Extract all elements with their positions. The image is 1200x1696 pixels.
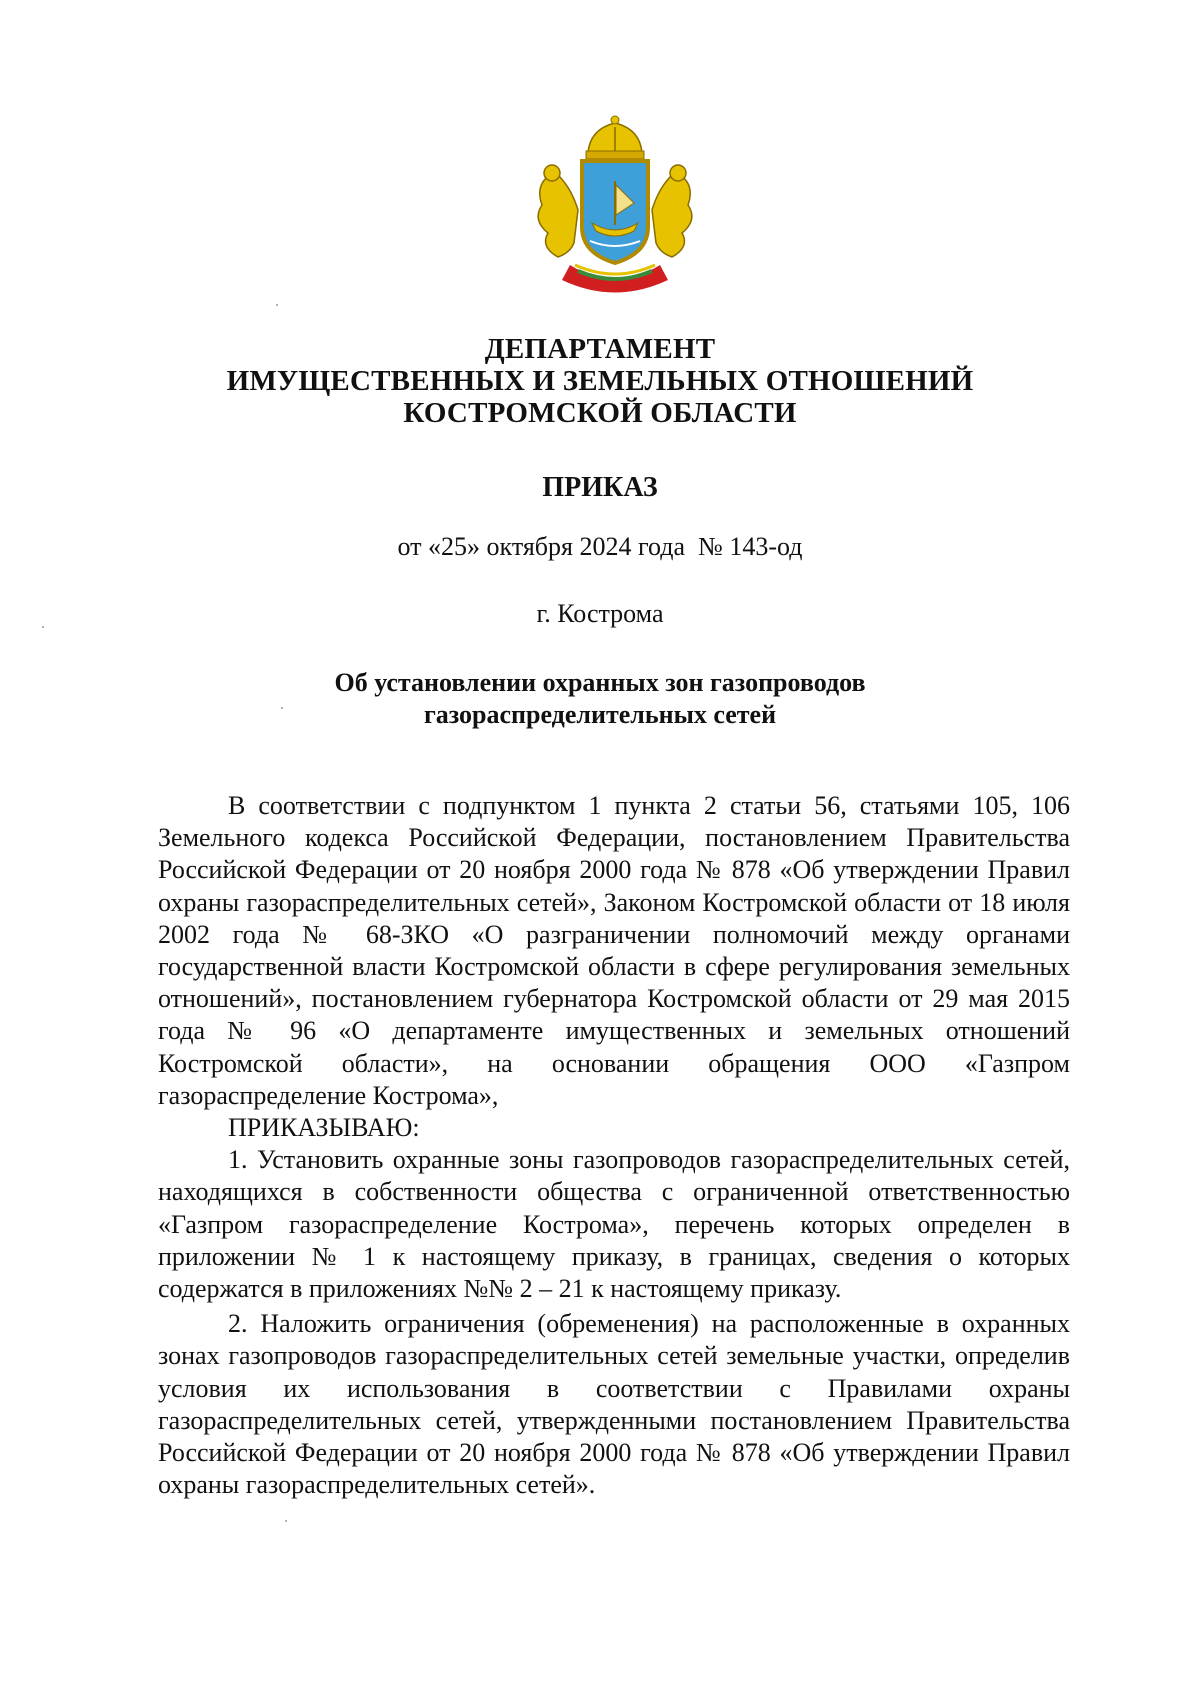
order-item-1: 1. Установить охранные зоны газопроводов газораспределительных сетей, находящихся в собственности общества с ограниченной ответственностью «Газпром газораспределение Кострома», перечень которых определен в приложении № 1 к настоящему приказу, в границах, сведения о которых содержатся в приложениях №№ 2 – 21 к настоящему приказу. (158, 1145, 1070, 1304)
order-item-2: 2. Наложить ограничения (обременения) на расположенные в охранных зонах газопроводов газораспределительных сетей земельные участки, определив условия их использования в соответствии с Правилами охраны газораспределительных сетей, утвержденными постановлением Правительства Российской Федерации от 20 ноября 2000 года № 878 «Об утверждении Правил охраны газораспределительных сетей». (158, 1309, 1070, 1500)
document-subject (0, 667, 1200, 731)
subject-line: Об установлении охранных зон газопроводов (334, 668, 866, 697)
department-line: ДЕПАРТАМЕНТ (484, 333, 716, 365)
department-line: КОСТРОМСКОЙ ОБЛАСТИ (403, 397, 797, 429)
document-type: ПРИКАЗ (542, 472, 658, 503)
scan-speck (276, 304, 278, 306)
subject-line: газораспределительных сетей (423, 700, 777, 729)
document-date-number: от «25» октября 2024 года № 143-од (397, 532, 803, 561)
scan-speck (285, 1520, 287, 1522)
document-body (158, 790, 1070, 1501)
scan-speck (281, 707, 283, 709)
order-word: ПРИКАЗЫВАЮ: (228, 1113, 420, 1143)
department-line: ИМУЩЕСТВЕННЫХ И ЗЕМЕЛЬНЫХ ОТНОШЕНИЙ (226, 365, 974, 397)
kostroma-coat-of-arms-icon (530, 115, 700, 295)
department-title (0, 333, 1200, 429)
document-city: г. Кострома (536, 599, 664, 628)
preamble-paragraph: В соответствии с подпунктом 1 пункта 2 статьи 56, статьями 105, 106 Земельного кодекса Российской Федерации, постановлением Правительства Российской Федерации от 20 ноября 2000 года № 878 «Об утверждении Правил охраны газораспределительных сетей», Законом Костромской области от 18 июля 2002 года № 68-ЗКО «О разграничении полномочий между органами государственной власти Костромской области в сфере регулирования земельных отношений», постановлением губернатора Костромской области от 29 мая 2015 года № 96 «О департаменте имущественных и земельных отношений Костромской области», на основании обращения ООО «Газпром газораспределение Кострома», (158, 791, 1070, 1110)
scan-speck (42, 626, 44, 628)
